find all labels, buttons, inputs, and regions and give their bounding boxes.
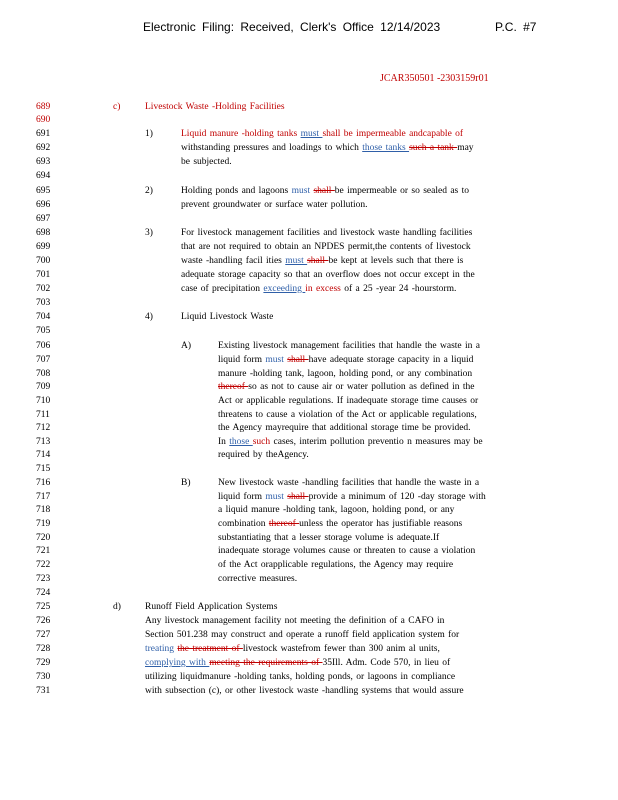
item-3-line-4: adequate storage capacity so that an overflow does not occur except in the xyxy=(181,270,475,280)
inserted-text: those tanks xyxy=(362,143,410,153)
subitem-b-line-8: corrective measures. xyxy=(218,574,298,584)
line-number: 716 xyxy=(36,478,51,488)
line-number: 691 xyxy=(36,129,51,139)
line-number: 727 xyxy=(36,630,51,640)
text: 35Ill. Adm. Code 570, in lieu of xyxy=(322,658,451,668)
line-number: 697 xyxy=(36,214,51,224)
text: shall xyxy=(322,129,344,139)
line-number: 693 xyxy=(36,157,51,167)
line-number: 719 xyxy=(36,519,51,529)
text: be impermeable andcapable of xyxy=(343,129,464,139)
subitem-a-line-8 xyxy=(218,437,483,447)
subitem-b-marker: B) xyxy=(181,478,191,488)
line-number: 712 xyxy=(36,423,51,433)
deleted-text: meeting the requirements of xyxy=(209,658,323,668)
text: case of precipitation xyxy=(181,284,264,294)
line-number: 699 xyxy=(36,242,51,252)
subitem-b-line-7: of the Act orapplicable regulations, the Agency may require xyxy=(218,560,454,570)
deleted-text: shall xyxy=(307,256,329,266)
section-d-line-2: Section 501.238 may construct and operate a runoff field application system for xyxy=(145,630,460,640)
text: so as not to cause air or water pollution as defined in the xyxy=(248,382,475,392)
line-number: 722 xyxy=(36,560,51,570)
line-number: 704 xyxy=(36,312,51,322)
inserted-text: must xyxy=(265,492,288,502)
deleted-text: thereof xyxy=(218,382,249,392)
line-number: 709 xyxy=(36,382,51,392)
deleted-text: the treatment of xyxy=(177,644,243,654)
item-2-line-2: prevent groundwater or surface water pollution. xyxy=(181,200,368,210)
subitem-a-line-2 xyxy=(218,355,473,365)
section-d-line-4 xyxy=(145,658,450,668)
filing-header xyxy=(143,20,537,34)
item-3-line-2: that are not required to obtain an NPDES permit,the contents of livestock xyxy=(181,242,471,252)
section-d-line-6: with subsection (c), or other livestock waste -handling systems that would assure xyxy=(145,686,464,696)
text: waste -handling facil ities xyxy=(181,256,286,266)
line-number: 692 xyxy=(36,143,51,153)
deleted-text: shall xyxy=(287,492,309,502)
item-1-line-2 xyxy=(181,143,474,153)
item-1-line-1 xyxy=(181,129,463,139)
line-number: 724 xyxy=(36,588,51,598)
subitem-a-line-6: threatens to cause a violation of the Act or applicable regulations, xyxy=(218,410,477,420)
text: may xyxy=(457,143,474,153)
line-number: 701 xyxy=(36,270,51,280)
line-number: 710 xyxy=(36,396,51,406)
text: liquid form xyxy=(218,355,266,365)
text: unless the operator has justifiable reasons xyxy=(299,519,463,529)
line-number: 698 xyxy=(36,228,51,238)
line-number: 696 xyxy=(36,200,51,210)
text: have adequate storage capacity in a liquid xyxy=(308,355,474,365)
subitem-a-line-5: Act or applicable regulations. If inadequate storage time causes or xyxy=(218,396,479,406)
line-number: 700 xyxy=(36,256,51,266)
line-number: 705 xyxy=(36,326,51,336)
text: provide a minimum of 120 -day storage with xyxy=(308,492,486,502)
line-number: 689 xyxy=(36,102,51,112)
section-d-line-5: utilizing liquidmanure -holding tanks, holding ponds, or lagoons in compliance xyxy=(145,672,456,682)
text: Holding ponds and lagoons xyxy=(181,186,292,196)
line-number: 694 xyxy=(36,171,51,181)
text: cases, interim pollution preventio n measures may be xyxy=(273,437,483,447)
text: withstanding pressures and loadings to which xyxy=(181,143,363,153)
item-3-line-1: For livestock management facilities and livestock waste handling facilities xyxy=(181,228,473,238)
line-number: 695 xyxy=(36,186,51,196)
section-c-title: Livestock Waste -Holding Facilities xyxy=(145,102,285,112)
item-4-title: Liquid Livestock Waste xyxy=(181,312,274,322)
line-number: 721 xyxy=(36,546,51,556)
line-number: 726 xyxy=(36,616,51,626)
subitem-b-line-6: inadequate storage volumes cause or threaten to cause a violation xyxy=(218,546,476,556)
subitem-a-marker: A) xyxy=(181,341,192,351)
inserted-text: those xyxy=(229,437,253,447)
inserted-text: exceeding xyxy=(263,284,306,294)
filing-stamp: Electronic Filing: Received, Clerk's Office 12/14/2023 xyxy=(143,20,441,34)
line-number: 706 xyxy=(36,341,51,351)
text: be impermeable or so sealed as to xyxy=(334,186,470,196)
item-2-marker: 2) xyxy=(145,186,153,196)
line-number: 703 xyxy=(36,298,51,308)
deleted-text: shall xyxy=(287,355,309,365)
subitem-a-line-7: the Agency mayrequire that additional storage time be provided. xyxy=(218,423,471,433)
section-d-line-1: Any livestock management facility not meeting the definition of a CAFO in xyxy=(145,616,445,626)
inserted-text: must xyxy=(291,186,314,196)
text: of a 25 -year 24 -hourstorm. xyxy=(344,284,457,294)
text: combination xyxy=(218,519,269,529)
item-1-line-3: be subjected. xyxy=(181,157,232,167)
inserted-text: must xyxy=(265,355,288,365)
line-number: 723 xyxy=(36,574,51,584)
item-3-line-5 xyxy=(181,284,456,294)
subitem-b-line-2 xyxy=(218,492,486,502)
line-number: 720 xyxy=(36,533,51,543)
item-3-marker: 3) xyxy=(145,228,153,238)
deleted-text: such xyxy=(252,437,274,447)
line-number: 717 xyxy=(36,492,51,502)
line-number: 702 xyxy=(36,284,51,294)
subitem-a-line-4 xyxy=(218,382,475,392)
text: livestock wastefrom fewer than 300 anim al units, xyxy=(242,644,440,654)
deleted-text: thereof xyxy=(268,519,300,529)
subitem-a-line-1: Existing livestock management facilities that handle the waste in a xyxy=(218,341,480,351)
line-number: 715 xyxy=(36,464,51,474)
line-number: 729 xyxy=(36,658,51,668)
inserted-text: treating xyxy=(145,644,178,654)
subitem-b-line-3: a liquid manure -holding tank, lagoon, holding pond, or any xyxy=(218,505,455,515)
line-number: 718 xyxy=(36,505,51,515)
subitem-b-line-4 xyxy=(218,519,462,529)
line-number: 708 xyxy=(36,369,51,379)
section-d-line-3 xyxy=(145,644,440,654)
subitem-a-line-9: required by theAgency. xyxy=(218,450,309,460)
deleted-text: such a tank xyxy=(409,143,458,153)
item-2-line-1 xyxy=(181,186,469,196)
deleted-text: in excess xyxy=(305,284,345,294)
line-number: 725 xyxy=(36,602,51,612)
item-4-marker: 4) xyxy=(145,312,153,322)
section-d-marker: d) xyxy=(113,602,121,612)
deleted-text: shall xyxy=(313,186,335,196)
line-number: 728 xyxy=(36,644,51,654)
text: Liquid manure -holding tanks xyxy=(181,129,301,139)
document-id: JCAR350501 -2303159r01 xyxy=(380,73,489,84)
line-number: 713 xyxy=(36,437,51,447)
subitem-b-line-5: substantiating that a lesser storage volume is adequate.If xyxy=(218,533,440,543)
text: be kept at levels such that there is xyxy=(328,256,464,266)
public-comment-number: P.C. #7 xyxy=(495,20,537,34)
subitem-b-line-1: New livestock waste -handling facilities that handle the waste in a xyxy=(218,478,480,488)
text: In xyxy=(218,437,230,447)
inserted-text: must xyxy=(285,256,308,266)
line-number: 707 xyxy=(36,355,51,365)
line-number: 690 xyxy=(36,115,51,125)
section-d-title: Runoff Field Application Systems xyxy=(145,602,278,612)
text: liquid form xyxy=(218,492,266,502)
section-c-marker: c) xyxy=(113,102,121,112)
line-number: 731 xyxy=(36,686,51,696)
subitem-a-line-3: manure -holding tank, lagoon, holding pond, or any combination xyxy=(218,369,473,379)
inserted-text: must xyxy=(300,129,323,139)
line-number: 730 xyxy=(36,672,51,682)
line-number: 711 xyxy=(36,410,50,420)
item-1-marker: 1) xyxy=(145,129,153,139)
line-number: 714 xyxy=(36,450,51,460)
item-3-line-3 xyxy=(181,256,463,266)
inserted-text: complying with xyxy=(145,658,210,668)
